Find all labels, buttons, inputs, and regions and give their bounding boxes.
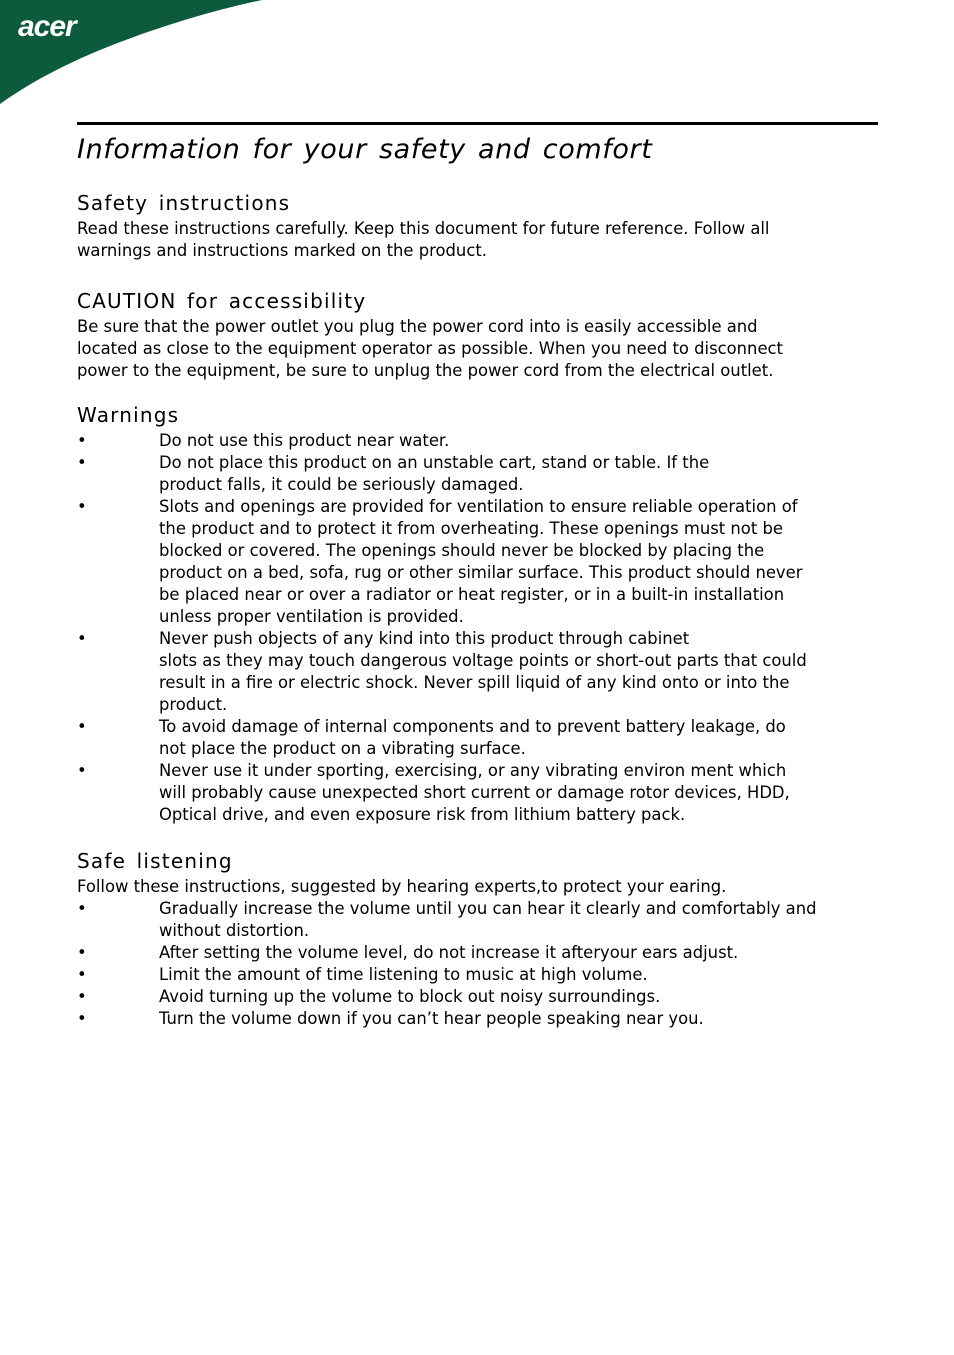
warning-text: To avoid damage of internal components and to prevent battery leakage, do not place the product on a vibrating surface. [159,717,786,758]
bullet-icon: • [77,761,87,780]
bullet-icon: • [77,431,87,450]
warnings-section [77,400,877,826]
bullet-icon: • [77,899,87,918]
bullet-icon: • [77,987,87,1006]
listening-text: Limit the amount of time listening to music at high volume. [159,965,648,984]
safe-listening-heading: Safe listening [77,849,233,873]
acer-banner [0,0,270,110]
bullet-icon: • [77,717,87,736]
bullet-icon: • [77,1009,87,1028]
caution-accessibility-section [77,286,877,382]
safe-listening-section [77,846,877,1030]
warnings-heading: Warnings [77,403,180,427]
listening-text: Turn the volume down if you can’t hear people speaking near you. [159,1009,704,1028]
safety-text-line: warnings and instructions marked on the product. [77,241,487,260]
list-item [77,452,877,496]
warning-text: Do not use this product near water. [159,431,450,450]
safety-instructions-section [77,188,877,262]
acer-logo: acer [18,10,76,43]
warning-text: Do not place this product on an unstable cart, stand or table. If the product falls, it could be seriously damaged. [159,453,710,494]
list-item [77,430,877,452]
list-item [77,1008,877,1030]
bullet-icon: • [77,453,87,472]
list-item [77,496,877,628]
list-item [77,986,877,1008]
warning-text: Never use it under sporting, exercising, or any vibrating environ ment which will probably cause unexpected short current or damage rotor devices, HDD, Optical drive, and even exposure risk from lithium battery pack. [159,761,790,824]
listening-text: After setting the volume level, do not increase it afteryour ears adjust. [159,943,739,962]
list-item [77,760,877,826]
list-item [77,716,877,760]
warning-text: Slots and openings are provided for ventilation to ensure reliable operation of the product and to protect it from overheating. These openings must not be blocked or covered. The openings should never be blocked by placing the product on a bed, sofa, rug or other similar surface. This product should never be placed near or over a radiator or heat register, or in a built-in installation unless proper ventilation is provided. [159,497,803,626]
safe-listening-intro: Follow these instructions, suggested by hearing experts,to protect your earing. [77,877,727,896]
warning-text: Never push objects of any kind into this product through cabinet slots as they may touch dangerous voltage points or short-out parts that could result in a fire or electric shock. Never spill liquid of any kind onto or into the product. [159,629,807,714]
safety-text-line: Read these instructions carefully. Keep this document for future reference. Follow all [77,219,770,238]
caution-text-line: power to the equipment, be sure to unplug the power cord from the electrical outlet. [77,361,774,380]
page-title: Information for your safety and comfort [77,134,653,165]
bullet-icon: • [77,943,87,962]
list-item [77,964,877,986]
warnings-list [77,430,877,826]
bullet-icon: • [77,497,87,516]
safety-instructions-heading: Safety instructions [77,191,291,215]
listening-text: Gradually increase the volume until you can hear it clearly and comfortably and without distortion. [159,899,817,940]
bullet-icon: • [77,965,87,984]
list-item [77,898,877,942]
caution-heading: CAUTION for accessibility [77,289,367,313]
bullet-icon: • [77,629,87,648]
document-body [77,188,877,1030]
caution-text-line: Be sure that the power outlet you plug the power cord into is easily accessible and [77,317,758,336]
title-divider [77,122,878,125]
listening-list [77,898,877,1030]
list-item [77,942,877,964]
caution-text-line: located as close to the equipment operator as possible. When you need to disconnect [77,339,783,358]
list-item [77,628,877,716]
listening-text: Avoid turning up the volume to block out noisy surroundings. [159,987,661,1006]
